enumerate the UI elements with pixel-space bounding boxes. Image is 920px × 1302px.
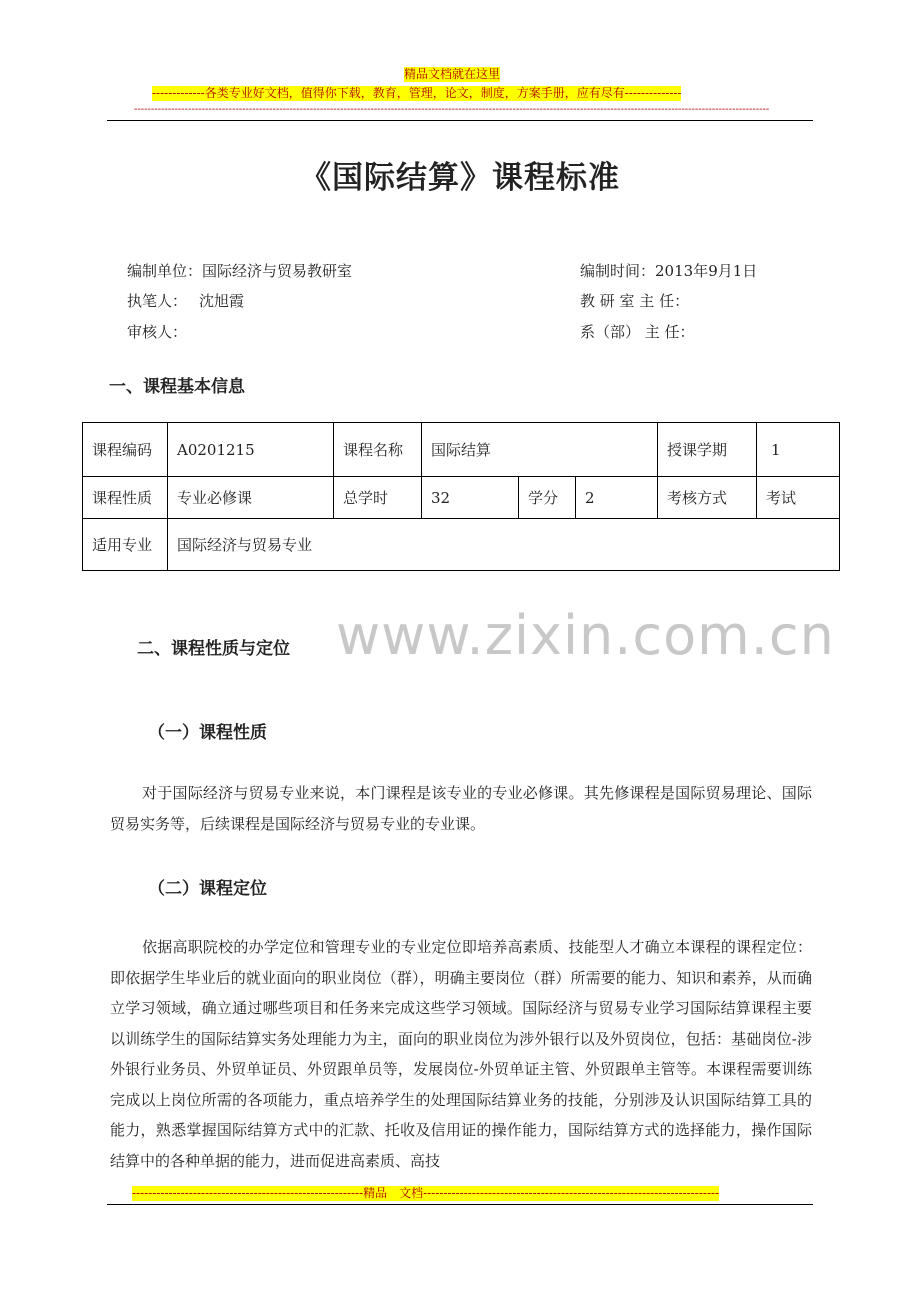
dept-director-label: 系（部） 主 任： <box>580 323 695 341</box>
office-director-label: 教 研 室 主 任： <box>580 292 690 310</box>
subsection1-heading: （一）课程性质 <box>148 723 267 743</box>
course-info-table <box>82 422 840 571</box>
unit-value: 国际经济与贸易教研室 <box>202 262 353 280</box>
subsection2-heading: （二）课程定位 <box>148 879 267 899</box>
section2-heading: 二、课程性质与定位 <box>137 639 290 659</box>
table-row <box>83 519 840 571</box>
subsection1-paragraph: 对于国际经济与贸易专业来说，本门课程是该专业的专业必修课。其先修课程是国际贸易理论、国际贸易实务等，后续课程是国际经济与贸易专业的专业课。 <box>110 784 812 833</box>
code-value: A0201215 <box>168 423 334 477</box>
type-label: 课程性质 <box>83 477 168 519</box>
header-banner-main: -------------各类专业好文档，值得你下载，教育，管理，论文，制度，方案手册，应有尽有-------------- <box>152 86 682 100</box>
hours-value: 32 <box>422 477 519 519</box>
type-value: 专业必修课 <box>168 477 334 519</box>
term-value: 1 <box>757 423 840 477</box>
major-value: 国际经济与贸易专业 <box>168 519 840 571</box>
date-label: 编制时间： <box>580 262 656 280</box>
reviewer-label: 审核人： <box>127 323 188 341</box>
table-row <box>83 423 840 477</box>
footer-banner: ---------------------------------------------------------精品 文档------------------------------------------------------------------------- <box>132 1186 720 1200</box>
section1-heading: 一、课程基本信息 <box>109 377 245 397</box>
unit-row <box>127 260 352 281</box>
date-row <box>580 260 757 281</box>
header-dash-line: -------------------------------------------------------------------------------------------------------------------------------------------------------------------------------------------- <box>134 104 770 115</box>
credit-value: 2 <box>576 477 658 519</box>
exam-value: 考试 <box>757 477 840 519</box>
table-row <box>83 477 840 519</box>
major-label: 适用专业 <box>83 519 168 571</box>
credit-label: 学分 <box>519 477 576 519</box>
subsection2-paragraph: 依据高职院校的办学定位和管理专业的专业定位即培养高素质、技能型人才确立本课程的课程定位：即依据学生毕业后的就业面向的职业岗位（群），明确主要岗位（群）所需要的能力、知识和素养，从而确立学习领域，确立通过哪些项目和任务来完成这些学习领域。国际经济与贸易专业学习国际结算课程主要以训练学生的国际结算实务处理能力为主，面向的职业岗位为涉外银行以及外贸岗位，包括：基础岗位-涉外银行业务员、外贸单证员、外贸跟单员等，发展岗位-外贸单证主管、外贸跟单主管等。本课程需要训练完成以上岗位所需的各项能力，重点培养学生的处理国际结算业务的技能，分别涉及认识国际结算工具的能力，熟悉掌握国际结算方式中的汇款、托收及信用证的操作能力，国际结算方式的选择能力，操作国际结算中的各种单据的能力，进而促进高素质、高技 <box>110 938 812 1170</box>
header-rule <box>107 120 813 121</box>
name-value: 国际结算 <box>422 423 658 477</box>
exam-label: 考核方式 <box>658 477 757 519</box>
date-value: 2013年9月1日 <box>655 262 758 280</box>
footer-rule <box>107 1204 813 1205</box>
writer-label: 执笔人： <box>127 292 188 310</box>
writer-value: 沈旭霞 <box>199 292 245 310</box>
hours-label: 总学时 <box>334 477 422 519</box>
name-label: 课程名称 <box>334 423 422 477</box>
watermark: www.zixin.com.cn <box>336 604 835 667</box>
code-label: 课程编码 <box>83 423 168 477</box>
header-banner-top: 精品文档就在这里 <box>404 67 501 81</box>
document-title: 《国际结算》课程标准 <box>300 160 620 196</box>
unit-label: 编制单位： <box>127 262 203 280</box>
term-label: 授课学期 <box>658 423 757 477</box>
